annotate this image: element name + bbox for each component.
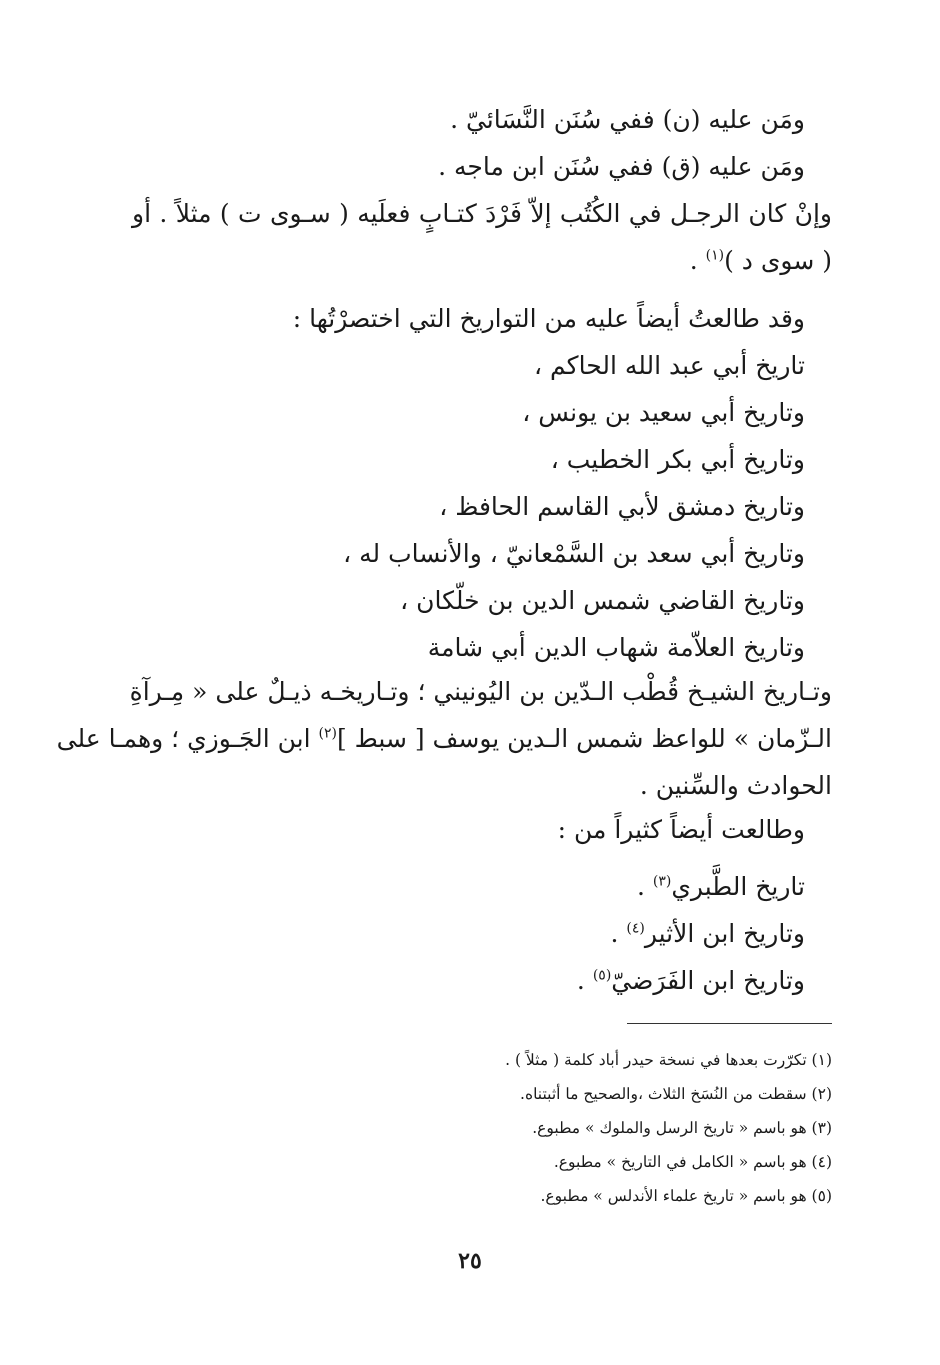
text-line: وطالعت أيضاً كثيراً من : — [557, 815, 805, 844]
line-end: . — [610, 919, 627, 948]
line-text: الـزّمان » للواعظ شمس الـدين يوسف [ سبط ] — [336, 724, 832, 753]
text-line: وتـاريخ الشيـخ قُطْب الـدّين بن اليُونيني ؛ وتـاريخـه ذيـلٌ على « مِـرآةِ — [129, 677, 832, 706]
line-end: . — [689, 246, 706, 275]
footnote: (١) تكرّرت بعدها في نسخة حيدر أباد كلمة ( مثلاً ) . — [505, 1051, 832, 1069]
line-text: وتاريخ ابن الأثير — [644, 919, 805, 948]
line-text: ابن الجَـوزي ؛ وهمـا على — [56, 724, 319, 753]
text-line — [577, 964, 805, 998]
line-text: تاريخ الطَّبري — [671, 872, 805, 901]
text-line: تاريخ أبي عبد الله الحاكم ، — [534, 351, 805, 380]
footnote: (٥) هو باسم « تاريخ علماء الأندلس » مطبوع. — [540, 1187, 832, 1205]
page-number: ٢٥ — [458, 1248, 482, 1274]
footnote: (٣) هو باسم « تاريخ الرسل والملوك » مطبوع. — [532, 1119, 832, 1137]
footnote-ref: (٣) — [652, 873, 672, 890]
text-line: وتاريخ العلاّمة شهاب الدين أبي شامة — [427, 633, 805, 662]
footnote-ref: (٤) — [626, 920, 645, 937]
line-end: . — [576, 966, 593, 995]
text-line: ومَن عليه (ن) ففي سُنَن النَّسَائيّ . — [450, 105, 805, 134]
line-text: ( سوى د ) — [724, 246, 832, 275]
footnote: (٢) سقطت من النُسَخ الثلاث ،والصحيح ما أثبتناه. — [520, 1085, 832, 1103]
line-end: . — [636, 872, 653, 901]
text-line — [56, 722, 832, 756]
text-line: وتاريخ أبي سعيد بن يونس ، — [522, 398, 805, 427]
text-line: وتاريخ أبي سعد بن السَّمْعانيّ ، والأنساب له ، — [343, 539, 805, 568]
footnote-ref: (١) — [705, 247, 725, 264]
text-line: ومَن عليه (ق) ففي سُنَن ابن ماجه . — [438, 152, 805, 181]
text-line: وتاريخ القاضي شمس الدين بن خلّكان ، — [400, 586, 805, 615]
text-line: وقد طالعتُ أيضاً عليه من التواريخ التي اختصرْتُها : — [292, 304, 805, 333]
text-line: وإنْ كان الرجـل في الكُتُب إلاّ فَرْدَ كتـابٍ فعلَيه ( سـوى ت ) مثلاً . أو — [132, 199, 832, 228]
text-line: وتاريخ دمشق لأبي القاسم الحافظ ، — [439, 492, 805, 521]
footnote: (٤) هو باسم « الكامل في التاريخ » مطبوع. — [553, 1153, 832, 1171]
footnote-separator — [627, 1023, 832, 1024]
line-text: وتاريخ ابن الفَرَضيّ — [611, 966, 805, 995]
text-line — [690, 244, 832, 278]
footnote-ref: (٥) — [592, 967, 612, 984]
text-line — [637, 870, 805, 904]
footnote-ref: (٢) — [318, 725, 337, 742]
text-line: وتاريخ أبي بكر الخطيب ، — [550, 445, 805, 474]
text-line: الحوادث والسِّنين . — [639, 771, 832, 800]
text-line — [610, 917, 805, 951]
